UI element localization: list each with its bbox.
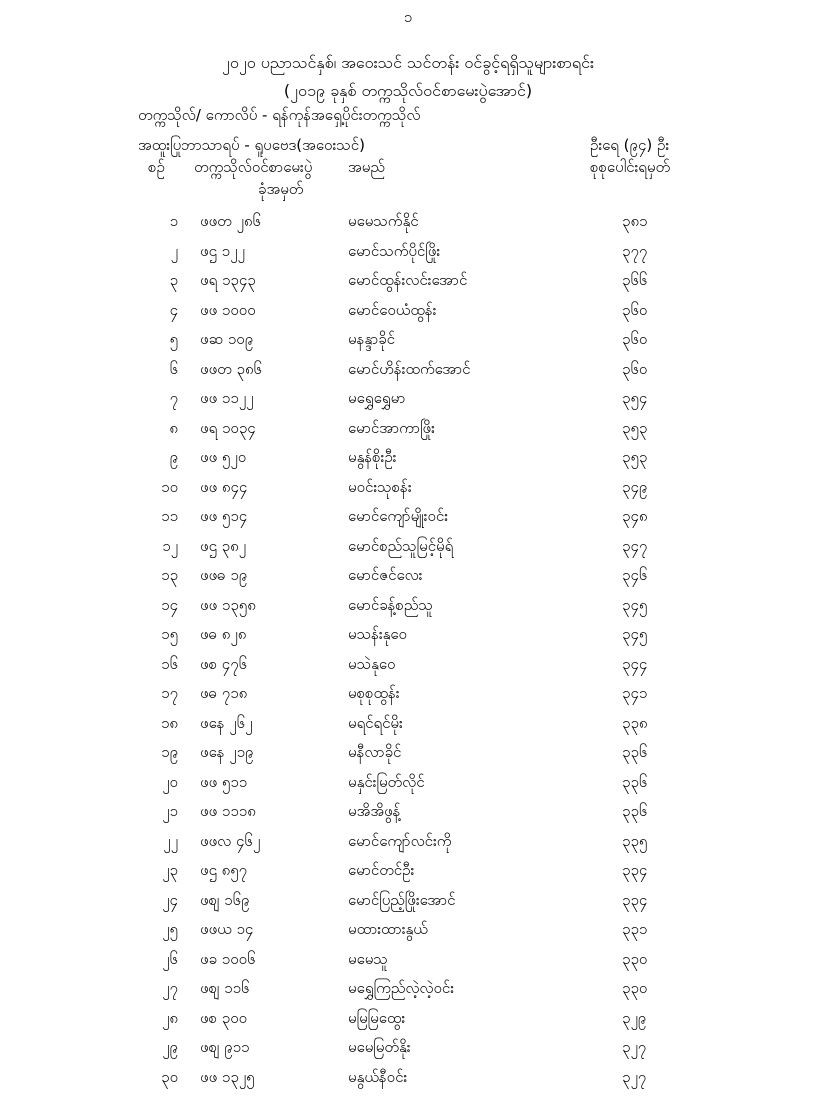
university-line: တက္ကသိုလ်/ ကောလိပ် - ရန်ကုန်အရှေ့ပိုင်းတက္ကသိုလ် [138,106,420,128]
roll-number-cell: ဖဌ ၁၂၂ [200,242,245,264]
header-total-marks: စုစုပေါင်းရမှတ် [590,158,670,180]
name-cell: မထားထားနွယ် [348,920,428,942]
serial-cell: ၂၂ [140,832,178,854]
serial-cell: ၁၄ [140,596,178,618]
serial-cell: ၁၈ [140,714,178,736]
table-row [0,1038,816,1068]
roll-number-cell: ဖဖဓ ၁၉ [200,566,247,588]
table-row [0,684,816,714]
roll-number-cell: ဖရ ၁၃၄၃ [200,271,256,293]
marks-cell: ၃၃၁ [622,920,647,942]
marks-cell: ၃၄၇ [622,537,647,559]
serial-cell: ၆ [140,360,178,382]
serial-cell: ၄ [140,301,178,323]
results-table [0,212,816,1097]
name-cell: မသန်းနုဝေ [348,625,407,647]
marks-cell: ၃၄၈ [622,507,647,529]
marks-cell: ၃၄၅ [622,596,647,618]
name-cell: မနွန်စိုးဦး [348,448,396,470]
table-row [0,832,816,862]
serial-cell: ၂၅ [140,920,178,942]
table-row [0,566,816,596]
table-row [0,625,816,655]
marks-cell: ၃၆၀ [622,330,647,352]
roll-number-cell: ဖနေ ၂၆၂ [200,714,252,736]
table-row [0,979,816,1009]
serial-cell: ၈ [140,419,178,441]
roll-number-cell: ဖဖ ၈၄၄ [200,478,247,500]
name-cell: မနန္ဒာခိုင် [348,330,395,352]
marks-cell: ၃၂၇ [622,1038,646,1060]
marks-cell: ၃၅၄ [622,389,647,411]
marks-cell: ၃၃၀ [622,950,647,972]
serial-cell: ၂၀ [140,773,178,795]
name-cell: မရွှေရွှေမာ [348,389,405,411]
roll-number-cell: ဖဖ ၁၀၀၀ [200,301,256,323]
name-cell: မစုစုထွန်း [348,684,400,706]
name-cell: မမြမြထွေး [348,1009,405,1031]
name-cell: မောင်တင်ဦး [348,861,414,883]
marks-cell: ၃၄၄ [622,655,647,677]
serial-cell: ၂၇ [140,979,178,1001]
table-row [0,920,816,950]
marks-cell: ၃၃၈ [622,714,647,736]
serial-cell: ၂ [140,242,178,264]
serial-cell: ၁ [140,212,178,234]
roll-number-cell: ဖဌ ၃၈၂ [200,537,246,559]
header-roll-number-line2: ခုံအမှတ် [258,180,303,202]
document-subtitle: (၂၀၁၉ ခုနှစ် တက္ကသိုလ်ဝင်စာမေးပွဲအောင်) [0,80,816,104]
table-row [0,507,816,537]
roll-number-cell: ဖစျ ၉၁၁ [200,1038,249,1060]
roll-number-cell: ဖနေ ၂၁၉ [200,743,254,765]
table-row [0,242,816,272]
roll-number-cell: ဖဖ ၅၁၄ [200,507,247,529]
table-row [0,596,816,626]
name-cell: မမေမြတ်နိုး [348,1038,411,1060]
marks-cell: ၃၆၀ [622,301,647,323]
serial-cell: ၃ [140,271,178,293]
name-cell: မအိအိဖွန့် [348,802,400,824]
table-row [0,773,816,803]
table-row [0,743,816,773]
serial-cell: ၁၀ [140,478,178,500]
roll-number-cell: ဖစ ၃၀၀ [200,1009,247,1031]
marks-cell: ၃၄၆ [622,566,647,588]
serial-cell: ၁၆ [140,655,178,677]
roll-number-cell: ဖခ ၁၀၀၆ [200,950,256,972]
marks-cell: ၃၃၀ [622,979,647,1001]
marks-cell: ၃၃၆ [622,802,647,824]
name-cell: မောင်ခန့်စည်သူ [348,596,433,618]
name-cell: မမေသက်နိုင် [348,212,419,234]
table-row [0,271,816,301]
table-row [0,714,816,744]
roll-number-cell: ဖဖ ၁၁၂၂ [200,389,254,411]
table-row [0,950,816,980]
roll-number-cell: ဖဖ ၅၂၀ [200,448,246,470]
table-row [0,419,816,449]
table-row [0,212,816,242]
roll-number-cell: ဖဖတ ၂၈၆ [200,212,261,234]
marks-cell: ၃၃၄ [622,891,647,913]
serial-cell: ၂၁ [140,802,178,824]
marks-cell: ၃၅၃ [622,448,647,470]
marks-cell: ၃၂၉ [622,1009,646,1031]
table-row [0,478,816,508]
roll-number-cell: ဖဌ ၈၅၇ [200,861,247,883]
table-row [0,891,816,921]
serial-cell: ၁၁ [140,507,178,529]
name-cell: မောင်စည်သူမြင့်မိုရ် [348,537,453,559]
roll-number-cell: ဖစ ၄၇၆ [200,655,247,677]
page-number: ၁ [0,8,816,30]
subject-line: အထူးပြုဘာသာရပ် - ရူပဗေဒ(အဝေးသင်) [138,136,365,158]
roll-number-cell: ဖဖတ ၃၈၆ [200,360,262,382]
marks-cell: ၃၃၅ [622,832,647,854]
marks-cell: ၃၆၆ [622,271,647,293]
name-cell: မရင်ရင်မိုး [348,714,403,736]
table-row [0,389,816,419]
name-cell: မောင်ဝေယံထွန်း [348,301,436,323]
serial-cell: ၅ [140,330,178,352]
roll-number-cell: ဖဆ ၁၀၉ [200,330,253,352]
serial-cell: ၁၇ [140,684,178,706]
name-cell: မနှင်းမြတ်လိုင် [348,773,425,795]
serial-cell: ၁၃ [140,566,178,588]
name-cell: မရွှေကြည်လဲ့လဲ့ဝင်း [348,979,454,1001]
marks-cell: ၃၃၄ [622,861,647,883]
roll-number-cell: ဖဖ ၁၁၁၈ [200,802,256,824]
marks-cell: ၃၃၆ [622,743,647,765]
serial-cell: ၁၉ [140,743,178,765]
roll-number-cell: ဖစျ ၁၁၆ [200,979,249,1001]
header-name: အမည် [348,158,385,180]
table-row [0,1068,816,1097]
name-cell: မောင်ကျော်မျိုးဝင်း [348,507,448,529]
serial-cell: ၇ [140,389,178,411]
marks-cell: ၃၆၀ [622,360,647,382]
serial-cell: ၂၄ [140,891,178,913]
students-count: ဦးရေ (၉၄) ဦး [590,136,669,158]
roll-number-cell: ဖဖလ ၄၆၂ [200,832,260,854]
table-row [0,301,816,331]
marks-cell: ၃၄၅ [622,625,647,647]
roll-number-cell: ဖစျ ၁၆၉ [200,891,249,913]
table-row [0,655,816,685]
marks-cell: ၃၂၇ [622,1068,646,1090]
name-cell: မောင်ဇင်လေး [348,566,422,588]
name-cell: မဝင်းသုစန်း [348,478,412,500]
serial-cell: ၁၅ [140,625,178,647]
name-cell: မောင်ထွန်းလင်းအောင် [348,271,467,293]
name-cell: မောင်ဟိန်းထက်အောင် [348,360,470,382]
roll-number-cell: ဖဖယ ၁၄ [200,920,253,942]
serial-cell: ၁၂ [140,537,178,559]
marks-cell: ၃၅၃ [622,419,647,441]
name-cell: မောင်သက်ပိုင်ဖြိုး [348,242,440,264]
table-row [0,448,816,478]
marks-cell: ၃၃၆ [622,773,647,795]
table-row [0,802,816,832]
marks-cell: ၃၈၁ [622,212,647,234]
header-serial: စဉ် [148,158,165,180]
name-cell: မောင်ပြည့်ဖြိုးအောင် [348,891,456,913]
serial-cell: ၂၉ [140,1038,178,1060]
serial-cell: ၂၈ [140,1009,178,1031]
name-cell: မနွယ်နီဝင်း [348,1068,407,1090]
table-row [0,360,816,390]
serial-cell: ၂၆ [140,950,178,972]
document-title: ၂၀၂၀ ပညာသင်နှစ်၊ အဝေးသင် သင်တန်း ဝင်ခွင့်ရရှိသူများစာရင်း [0,52,816,76]
serial-cell: ၉ [140,448,178,470]
serial-cell: ၃၀ [140,1068,178,1090]
roll-number-cell: ဖဓ ၈၂၈ [200,625,246,647]
roll-number-cell: ဖဖ ၁၃၅၈ [200,596,256,618]
name-cell: မနီလာခိုင် [348,743,401,765]
name-cell: မမေသူ [348,950,388,972]
roll-number-cell: ဖဖ ၅၁၁ [200,773,247,795]
name-cell: မသဲနုဝေ [348,655,395,677]
serial-cell: ၂၃ [140,861,178,883]
marks-cell: ၃၇၇ [622,242,647,264]
table-row [0,1009,816,1039]
table-row [0,861,816,891]
roll-number-cell: ဖဖ ၁၃၂၅ [200,1068,255,1090]
marks-cell: ၃၄၉ [622,478,647,500]
roll-number-cell: ဖဓ ၇၁၈ [200,684,247,706]
name-cell: မောင်ကျော်လင်းကို [348,832,451,854]
marks-cell: ၃၄၁ [622,684,647,706]
roll-number-cell: ဖရ ၁၀၃၄ [200,419,256,441]
header-roll-number: တက္ကသိုလ်ဝင်စာမေးပွဲ [194,158,312,180]
name-cell: မောင်အာကာဖြိုး [348,419,435,441]
table-row [0,537,816,567]
table-row [0,330,816,360]
